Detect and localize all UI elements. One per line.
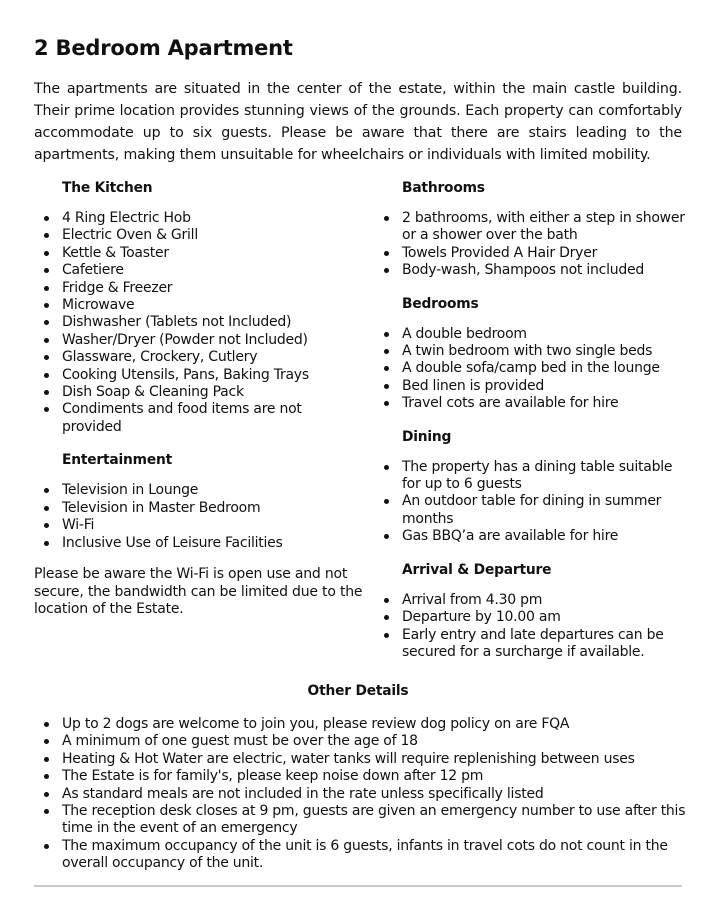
- list-item: Television in Lounge: [34, 482, 364, 499]
- right-column: [374, 178, 694, 675]
- list-item: The Estate is for family's, please keep noise down after 12 pm: [34, 768, 694, 785]
- list-item: The reception desk closes at 9 pm, guests are given an emergency number to use after this time in the event of an emergency: [34, 803, 694, 838]
- intro-paragraph: The apartments are situated in the center of the estate, within the main castle building. Their prime location provides stunning views of the grounds. Each property can comfortably accommodate up to six guests. Please be aware that there are stairs leading to the apartments, making them unsuitable for wheelchairs or individuals with limited mobility.: [34, 81, 682, 163]
- list-item: Wi-Fi: [34, 517, 364, 534]
- list-item: Television in Master Bedroom: [34, 500, 364, 517]
- list-item: Departure by 10.00 am: [374, 609, 694, 626]
- bathrooms-heading: Bathrooms: [402, 180, 485, 196]
- list-item: Cooking Utensils, Pans, Baking Trays: [34, 367, 364, 384]
- list-item: Towels Provided A Hair Dryer: [374, 245, 694, 262]
- list-item: Condiments and food items are not provided: [34, 401, 364, 436]
- other-details-heading: Other Details: [307, 683, 409, 699]
- list-item: An outdoor table for dining in summer months: [374, 493, 694, 528]
- list-item: Glassware, Crockery, Cutlery: [34, 349, 364, 366]
- list-item: Dishwasher (Tablets not Included): [34, 314, 364, 331]
- arrival-heading: Arrival & Departure: [402, 561, 552, 578]
- list-item: Fridge & Freezer: [34, 280, 364, 297]
- list-item: A twin bedroom with two single beds: [374, 343, 694, 360]
- list-item: Gas BBQ’a are available for hire: [374, 528, 694, 545]
- list-item: Kettle & Toaster: [34, 245, 364, 262]
- list-item: A double bedroom: [374, 326, 694, 343]
- list-item: Bed linen is provided: [374, 378, 694, 395]
- entertainment-heading: Entertainment: [62, 452, 173, 469]
- list-item: Dish Soap & Cleaning Pack: [34, 384, 364, 401]
- list-item: The property has a dining table suitable for up to 6 guests: [374, 459, 694, 494]
- bottom-divider: [34, 885, 682, 887]
- bathrooms-list: [374, 210, 694, 280]
- arrival-list: [374, 592, 694, 662]
- list-item: Body-wash, Shampoos not included: [374, 262, 694, 279]
- list-item: Arrival from 4.30 pm: [374, 592, 694, 609]
- list-item: Heating & Hot Water are electric, water tanks will require replenishing between uses: [34, 751, 694, 768]
- list-item: Washer/Dryer (Powder not Included): [34, 332, 364, 349]
- bedrooms-list: [374, 326, 694, 413]
- dining-heading: Dining: [402, 428, 452, 445]
- list-item: Cafetiere: [34, 262, 364, 279]
- list-item: 2 bathrooms, with either a step in shower or a shower over the bath: [374, 210, 694, 245]
- list-item: Travel cots are available for hire: [374, 395, 694, 412]
- entertainment-list: [34, 482, 364, 552]
- kitchen-list: [34, 210, 364, 436]
- list-item: Up to 2 dogs are welcome to join you, please review dog policy on are FQA: [34, 716, 694, 733]
- list-item: The maximum occupancy of the unit is 6 guests, infants in travel cots do not count in the overall occupancy of the unit.: [34, 838, 694, 873]
- list-item: A minimum of one guest must be over the age of 18: [34, 733, 694, 750]
- list-item: Inclusive Use of Leisure Facilities: [34, 535, 364, 552]
- list-item: As standard meals are not included in the rate unless specifically listed: [34, 786, 694, 803]
- wifi-note: Please be aware the Wi-Fi is open use and not secure, the bandwidth can be limited due to the location of the Estate.: [34, 565, 363, 618]
- page-title: 2 Bedroom Apartment: [34, 36, 293, 60]
- list-item: 4 Ring Electric Hob: [34, 210, 364, 227]
- dining-list: [374, 459, 694, 546]
- kitchen-heading: The Kitchen: [62, 180, 153, 196]
- left-column: [34, 178, 364, 619]
- list-item: A double sofa/camp bed in the lounge: [374, 360, 694, 377]
- list-item: Microwave: [34, 297, 364, 314]
- bedrooms-heading: Bedrooms: [402, 295, 479, 312]
- list-item: Early entry and late departures can be secured for a surcharge if available.: [374, 627, 694, 662]
- other-details-list: [34, 716, 694, 873]
- list-item: Electric Oven & Grill: [34, 227, 364, 244]
